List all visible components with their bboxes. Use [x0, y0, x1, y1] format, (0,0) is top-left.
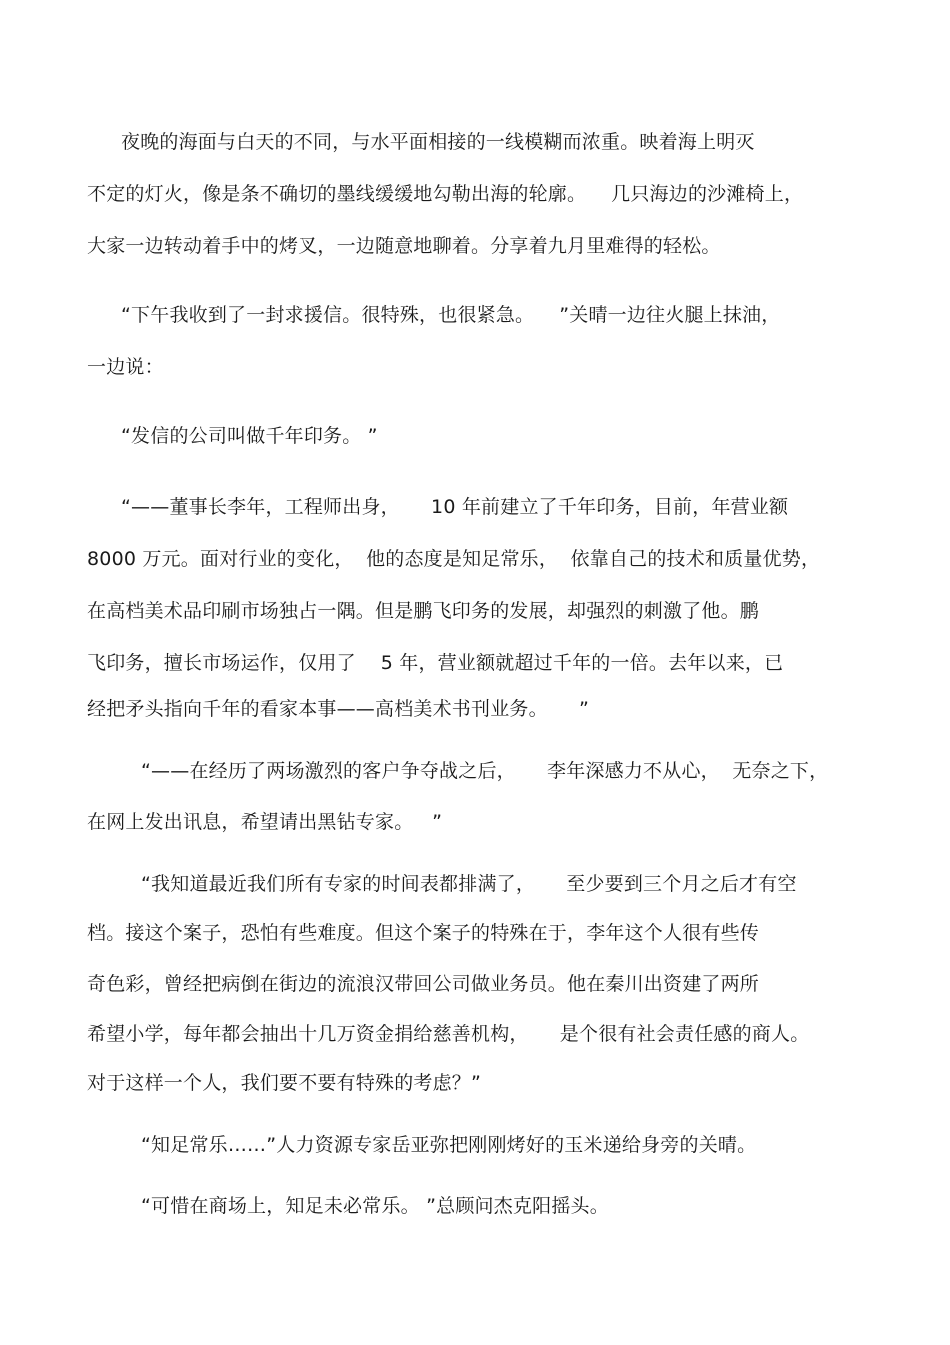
- paragraph-1-line-3: 大家一边转动着手中的烤叉，一边随意地聊着。分享着九月里难得的轻松。: [87, 235, 721, 257]
- paragraph-4-line-1: “——董事长李年，工程师出身， 10 年前建立了千年印务，目前，年营业额: [121, 496, 789, 518]
- paragraph-1-line-1: 夜晚的海面与白天的不同，与水平面相接的一线模糊而浓重。映着海上明灭: [121, 131, 755, 153]
- paragraph-6-line-5: 对于这样一个人，我们要不要有特殊的考虑？”: [87, 1072, 482, 1094]
- paragraph-4-line-2: 8000 万元。面对行业的变化， 他的态度是知足常乐， 依靠自己的技术和质量优势，: [87, 548, 821, 570]
- paragraph-6-line-4: 希望小学，每年都会抽出十几万资金捐给慈善机构， 是个很有社会责任感的商人。: [87, 1023, 810, 1045]
- paragraph-2-line-2: 一边说：: [87, 356, 164, 378]
- paragraph-4-line-4: 飞印务，擅长市场运作，仅用了 5 年，营业额就超过千年的一倍。去年以来，已: [87, 652, 784, 674]
- paragraph-4-line-3: 在高档美术品印刷市场独占一隅。但是鹏飞印务的发展，却强烈的刺激了他。鹏: [87, 600, 760, 622]
- paragraph-6-line-1: “我知道最近我们所有专家的时间表都排满了， 至少要到三个月之后才有空: [141, 873, 797, 895]
- paragraph-4-line-5: 经把矛头指向千年的看家本事——高档美术书刊业务。 ”: [87, 698, 590, 720]
- paragraph-1-line-2: 不定的灯火，像是条不确切的墨线缓缓地勾勒出海的轮廓。 几只海边的沙滩椅上，: [87, 183, 804, 205]
- paragraph-5-line-2: 在网上发出讯息，希望请出黑钻专家。 ”: [87, 811, 443, 833]
- paragraph-6-line-3: 奇色彩，曾经把病倒在街边的流浪汉带回公司做业务员。他在秦川出资建了两所: [87, 973, 760, 995]
- paragraph-3-line-1: “发信的公司叫做千年印务。 ”: [121, 425, 378, 447]
- paragraph-7-line-1: “知足常乐……”人力资源专家岳亚弥把刚刚烤好的玉米递给身旁的关晴。: [141, 1134, 757, 1156]
- paragraph-5-line-1: “——在经历了两场激烈的客户争夺战之后， 李年深感力不从心， 无奈之下，: [141, 760, 829, 782]
- paragraph-2-line-1: “下午我收到了一封求援信。很特殊，也很紧急。 ”关晴一边往火腿上抹油，: [121, 304, 781, 326]
- paragraph-6-line-2: 档。接这个案子，恐怕有些难度。但这个案子的特殊在于，李年这个人很有些传: [87, 922, 760, 944]
- paragraph-8-line-1: “可惜在商场上，知足未必常乐。 ”总顾问杰克阳摇头。: [141, 1195, 609, 1217]
